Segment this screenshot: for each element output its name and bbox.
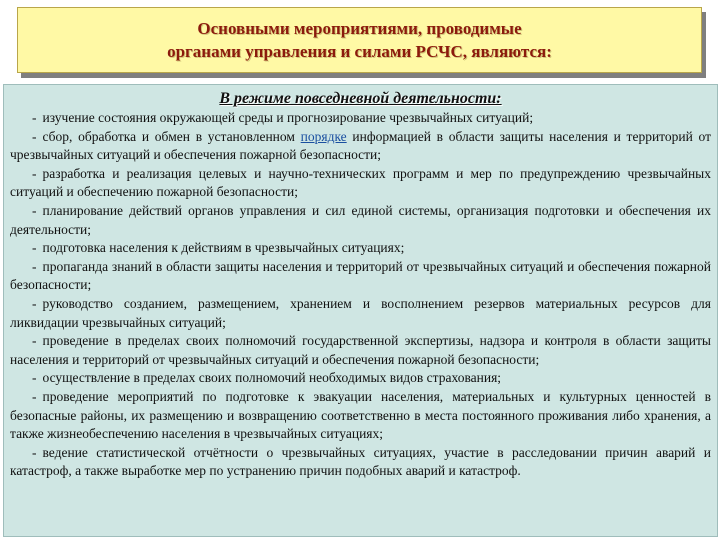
list-item: [10, 295, 711, 332]
dash-bullet: -: [32, 202, 37, 218]
dash-bullet: -: [32, 128, 37, 144]
list-item-text: пропаганда знаний в области защиты населения и территорий от чрезвычайных ситуаций и обеспечения пожарной безопасности;: [10, 258, 711, 293]
dash-bullet: -: [32, 258, 37, 274]
section-heading: В режиме повседневной деятельности:: [219, 90, 502, 107]
list-item-text: проведение мероприятий по подготовке к эвакуации населения, материальных и культурных ценностей в безопасные районы, их размещению и возвращению соответственно в места постоянного проживания либо хранения, а также жизнеобеспечению населения в чрезвычайных ситуациях;: [10, 388, 711, 442]
list-item-text: подготовка населения к действиям в чрезвычайных ситуациях;: [42, 240, 405, 256]
list-item: [10, 369, 711, 388]
dash-bullet: -: [32, 444, 37, 460]
dash-bullet: -: [32, 240, 37, 256]
content-panel: [3, 84, 718, 537]
list-item: [10, 128, 711, 165]
dash-bullet: -: [32, 110, 37, 125]
list-item: [10, 444, 711, 481]
list-item-text: ведение статистической отчётности о чрезвычайных ситуациях, участие в расследовании причин аварий и катастроф, а также выработке мер по устранению причин подобных аварий и катастроф.: [10, 444, 711, 479]
title-banner: [17, 7, 702, 73]
dash-bullet: -: [32, 165, 37, 181]
list-item: [10, 239, 711, 258]
dash-bullet: -: [32, 388, 37, 404]
list-item: [10, 165, 711, 202]
list-item-text: руководство созданием, размещением, хранением и восполнением резервов материальных ресурсов для ликвидации чрезвычайных ситуаций;: [10, 295, 711, 330]
dash-bullet: -: [32, 370, 37, 386]
list-item: [10, 258, 711, 295]
list-item: [10, 109, 711, 128]
list-item-text: проведение в пределах своих полномочий государственной экспертизы, надзора и контроля в области защиты населения и территорий от чрезвычайных ситуаций и обеспечения пожарной безопасности;: [10, 333, 711, 367]
list-item: [10, 332, 711, 369]
list-item: [10, 202, 711, 239]
dash-bullet: -: [32, 333, 37, 349]
dash-bullet: -: [32, 295, 37, 311]
list-item: [10, 388, 711, 444]
list-item-text: изучение состояния окружающей среды и прогнозирование чрезвычайных ситуаций;: [42, 110, 534, 125]
list-item-text: информацией в области защиты населения и территорий от чрезвычайных ситуаций и обеспечения пожарной безопасности;: [10, 128, 712, 163]
title-line-2: органами управления и силами РСЧС, являются:: [167, 42, 552, 61]
list-item-text: сбор, обработка и обмен в установленном: [42, 128, 295, 144]
list-item-text: осуществление в пределах своих полномочий необходимых видов страхования;: [42, 370, 502, 386]
title-line-1: Основными мероприятиями, проводимые: [197, 19, 522, 38]
list-item-text: планирование действий органов управления и сил единой системы, организация подготовки и обеспечения их деятельности;: [10, 202, 711, 237]
poryadok-link[interactable]: порядке: [300, 128, 347, 144]
list-item-text: разработка и реализация целевых и научно-технических программ и мер по предупреждению чрезвычайных ситуаций и обеспечению пожарной безопасности;: [10, 165, 711, 200]
